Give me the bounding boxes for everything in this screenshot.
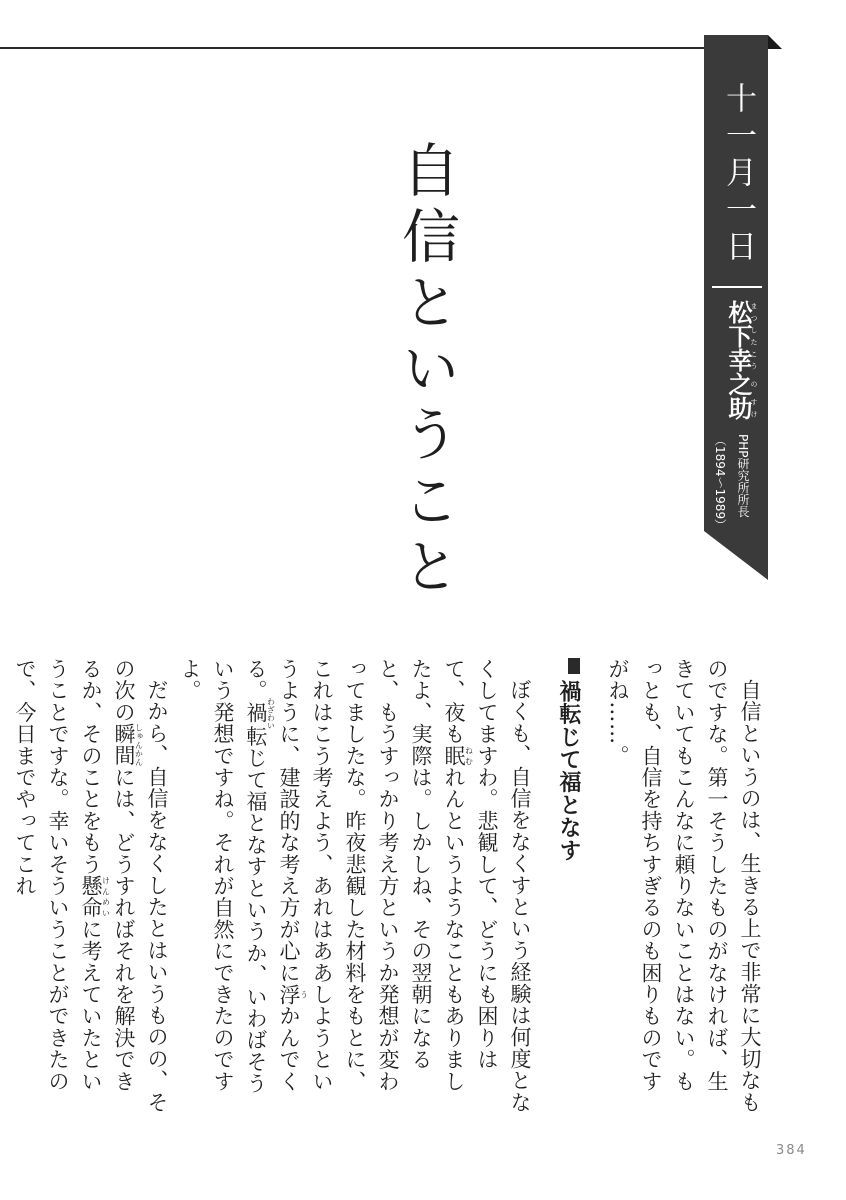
author-years: （1894〜1989） (713, 434, 727, 532)
page-title: 自信ということ (392, 140, 460, 602)
page-number: 384 (776, 1143, 807, 1158)
author-affiliation: PHP研究所所長 (736, 434, 750, 518)
date-label: 十一月一日 (720, 82, 756, 267)
ribbon-divider (712, 286, 762, 288)
section-heading-text: 禍転じて福となす (556, 680, 581, 862)
ruby-u: 浮う (277, 983, 309, 1006)
intro-paragraph: 自信というのは、生きる上で非常に大切なものですな。第一そうしたものがなければ、生きていてもこんなに頼りないことはない。もっとも、自信を持ちすぎるのも困りものですがね……。 (606, 658, 762, 1113)
body-text (8, 658, 766, 1113)
ruby-shunkan: 瞬間しゅんかん (112, 723, 144, 767)
author-char-4: 之の (724, 372, 758, 396)
author-char-5: 助すけ (724, 396, 758, 420)
ruby-wazawai: 禍わざわい (244, 697, 276, 730)
heading-marker (568, 658, 580, 674)
ruby-kenmei: 懸命けんめい (79, 875, 111, 919)
author-char-3: 幸こう (724, 348, 758, 372)
paragraph-2: だから、自信をなくしたとはいうものの、その次の瞬間しゅんかんには、どうすればそれを解決できるか、そのことをもう懸命けんめいに考えていたということですな。幸いそういうことができたので、今日までやってこれ (13, 658, 169, 1113)
ruby-nemu: 眠ねむ (442, 744, 474, 767)
ribbon-fold (768, 35, 782, 49)
author-char-2: 下した (724, 324, 758, 348)
author-char-1: 松まつ (724, 300, 758, 324)
section-heading (552, 658, 585, 1113)
paragraph-1: ぼくも、自信をなくすという経験は何度となくしてますわ。悲観して、どうにも困りはて、夜も眠ねむれんというようなこともありましたよ、実際は。しかしね、その翌朝になると、もうすっかり考え方というか発想が変わってましたな。昨夜悲観した材料をもとに、これはこう考えよう、あれはああしようというように、建設的な考え方が心に浮うかんでくる。禍わざわい転じて福となすというか、いわばそういう発想ですね。それが自然にできたのですよ。 (178, 658, 532, 1113)
top-rule (0, 47, 706, 49)
author-name (722, 300, 758, 420)
